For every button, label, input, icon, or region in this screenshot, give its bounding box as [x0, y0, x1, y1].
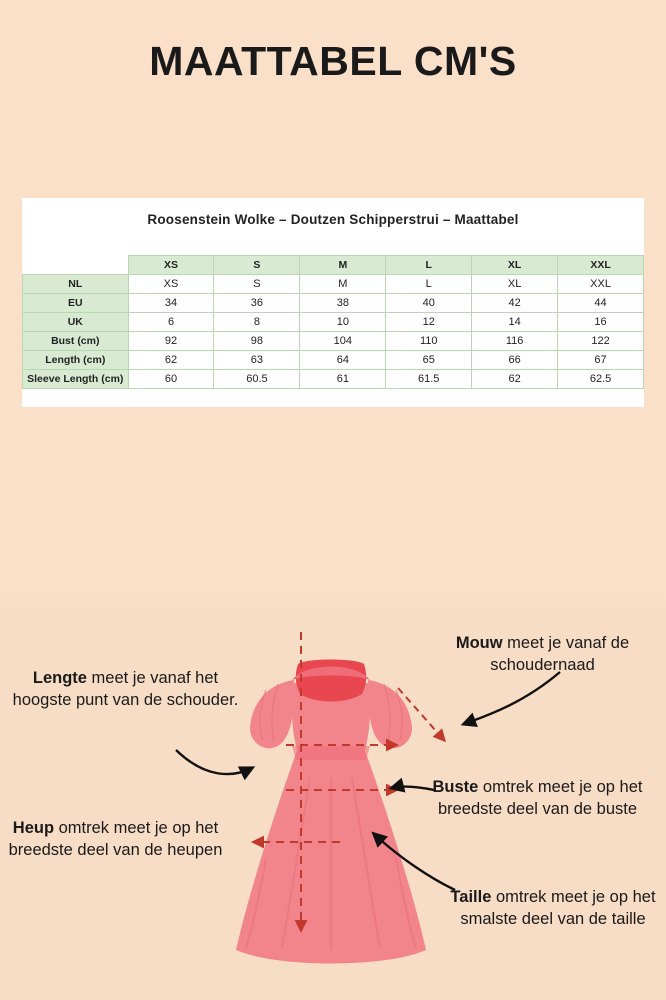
table-row — [23, 370, 644, 389]
table-header-xl: XL — [472, 256, 558, 275]
table-header-corner — [23, 256, 129, 275]
table-cell: 60.5 — [214, 370, 300, 389]
table-cell: L — [386, 275, 472, 294]
table-cell: XXL — [558, 275, 644, 294]
dress-icon — [206, 628, 456, 983]
table-cell: 104 — [300, 332, 386, 351]
table-row — [23, 275, 644, 294]
table-cell: 34 — [128, 294, 214, 313]
table-cell: XL — [472, 275, 558, 294]
table-cell: 10 — [300, 313, 386, 332]
table-cell: 14 — [472, 313, 558, 332]
table-cell: XS — [128, 275, 214, 294]
table-card-footer-space — [22, 389, 644, 407]
table-cell: 62.5 — [558, 370, 644, 389]
callout-taille-text: omtrek meet je op het smalste deel van de taille — [460, 888, 656, 928]
table-cell: 61.5 — [386, 370, 472, 389]
table-cell: 60 — [128, 370, 214, 389]
table-cell: 98 — [214, 332, 300, 351]
callout-buste-text: omtrek meet je op het breedste deel van de buste — [437, 778, 643, 818]
callout-taille-label: Taille — [450, 888, 492, 906]
table-header-s: S — [214, 256, 300, 275]
callout-mouw-text: meet je vanaf de schoudernaad — [490, 634, 630, 674]
table-cell: 61 — [300, 370, 386, 389]
table-row — [23, 313, 644, 332]
table-cell: 36 — [214, 294, 300, 313]
table-cell: 92 — [128, 332, 214, 351]
callout-heup-label: Heup — [12, 819, 55, 837]
table-row — [23, 351, 644, 370]
size-table-heading: Roosenstein Wolke – Doutzen Schipperstrui – Maattabel — [147, 212, 519, 227]
table-row-label: NL — [23, 275, 129, 294]
table-header-row — [23, 256, 644, 275]
table-header-xxl: XXL — [558, 256, 644, 275]
page-title: MAATTABEL CM'S — [149, 38, 517, 84]
callout-lengte — [8, 668, 243, 712]
table-row — [23, 294, 644, 313]
table-cell: 65 — [386, 351, 472, 370]
table-cell: S — [214, 275, 300, 294]
table-row — [23, 332, 644, 351]
table-cell: 8 — [214, 313, 300, 332]
table-row-label: Sleeve Length (cm) — [23, 370, 129, 389]
callout-heup — [8, 818, 223, 862]
callout-mouw-label: Mouw — [455, 634, 503, 652]
table-cell: 66 — [472, 351, 558, 370]
table-row-label: UK — [23, 313, 129, 332]
table-cell: 6 — [128, 313, 214, 332]
table-cell: 116 — [472, 332, 558, 351]
table-cell: 64 — [300, 351, 386, 370]
table-cell: 67 — [558, 351, 644, 370]
measurement-illustration — [0, 600, 666, 1000]
callout-lengte-label: Lengte — [32, 669, 87, 687]
table-cell: 16 — [558, 313, 644, 332]
table-cell: 122 — [558, 332, 644, 351]
table-row-label: Length (cm) — [23, 351, 129, 370]
callout-mouw — [440, 633, 645, 677]
size-table-card — [22, 198, 644, 407]
table-row-label: EU — [23, 294, 129, 313]
dress-figure — [206, 628, 456, 983]
callout-taille — [448, 887, 658, 931]
size-table — [22, 255, 644, 389]
mouw-leader-arrow — [464, 672, 560, 724]
callout-buste-label: Buste — [432, 778, 479, 796]
table-row-label: Bust (cm) — [23, 332, 129, 351]
table-cell: 40 — [386, 294, 472, 313]
table-cell: 38 — [300, 294, 386, 313]
callout-lengte-text: meet je vanaf het hoogste punt van de schouder. — [12, 669, 239, 709]
table-cell: 44 — [558, 294, 644, 313]
table-cell: 63 — [214, 351, 300, 370]
table-header-l: L — [386, 256, 472, 275]
table-cell: 110 — [386, 332, 472, 351]
callout-heup-text: omtrek meet je op het breedste deel van de heupen — [8, 819, 223, 859]
table-cell: 12 — [386, 313, 472, 332]
table-cell: 62 — [128, 351, 214, 370]
callout-buste — [430, 777, 645, 821]
table-cell: M — [300, 275, 386, 294]
table-header-xs: XS — [128, 256, 214, 275]
table-cell: 62 — [472, 370, 558, 389]
table-cell: 42 — [472, 294, 558, 313]
table-header-m: M — [300, 256, 386, 275]
